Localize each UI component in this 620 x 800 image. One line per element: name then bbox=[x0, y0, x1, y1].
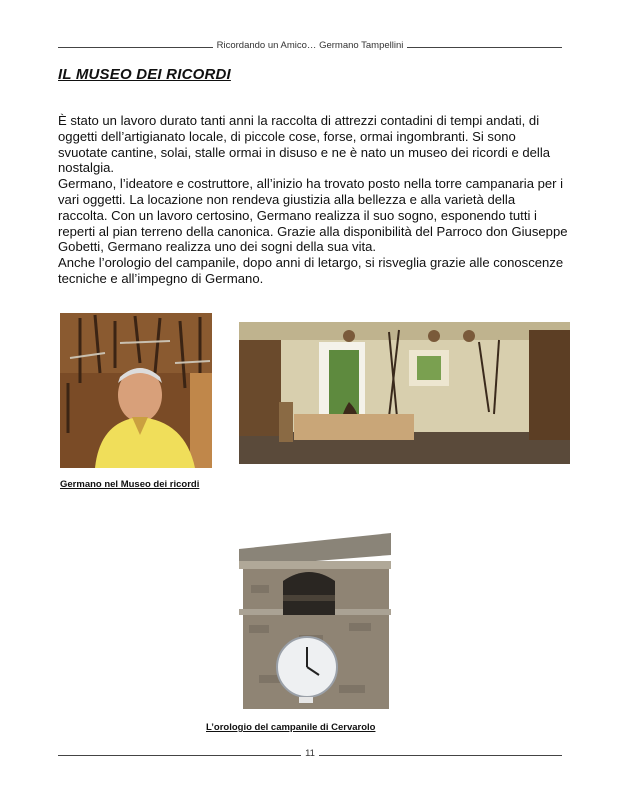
clock-caption: L’orologio del campanile di Cervarolo bbox=[206, 722, 376, 733]
section-title: IL MUSEO DEI RICORDI bbox=[58, 66, 231, 83]
museum-room-photo bbox=[239, 322, 570, 464]
germano-photo bbox=[60, 313, 212, 468]
page-header bbox=[58, 40, 562, 51]
body-text bbox=[58, 113, 568, 287]
header-text: Ricordando un Amico… Germano Tampellini bbox=[216, 40, 404, 51]
page-number: 11 bbox=[305, 748, 315, 759]
paragraph-2: Germano, l’ideatore e costruttore, all’inizio ha trovato posto nella torre campanaria per i vari oggetti. La locazione non rendeva giustizia alla bellezza e alla varietà della raccolta. Con un lavoro certosino, Germano realizza il suo sogno, esponendo tutti i reperti al pian terreno della canonica. Grazie alla disponibilità del Parroco don Giuseppe Gobetti, Germano realizza uno dei sogni della sua vita. bbox=[58, 176, 568, 255]
paragraph-3: Anche l’orologio del campanile, dopo anni di letargo, si risveglia grazie alle conoscenze tecniche e all’impegno di Germano. bbox=[58, 255, 564, 286]
museum-caption: Germano nel Museo dei ricordi bbox=[60, 479, 200, 490]
footer-rule-left bbox=[58, 755, 301, 756]
bell-tower-photo bbox=[239, 525, 391, 709]
header-rule-right bbox=[407, 47, 562, 48]
page-footer bbox=[58, 748, 562, 759]
footer-rule-right bbox=[319, 755, 562, 756]
header-rule-left bbox=[58, 47, 213, 48]
paragraph-1: È stato un lavoro durato tanti anni la raccolta di attrezzi contadini di tempi andati, di oggetti dell’artigianato locale, di piccole cose, forse, ormai ingombranti. Si sono svuotate cantine, solai, stalle ormai in disuso e ne è nato un museo dei ricordi e della nostalgia. bbox=[58, 113, 551, 176]
